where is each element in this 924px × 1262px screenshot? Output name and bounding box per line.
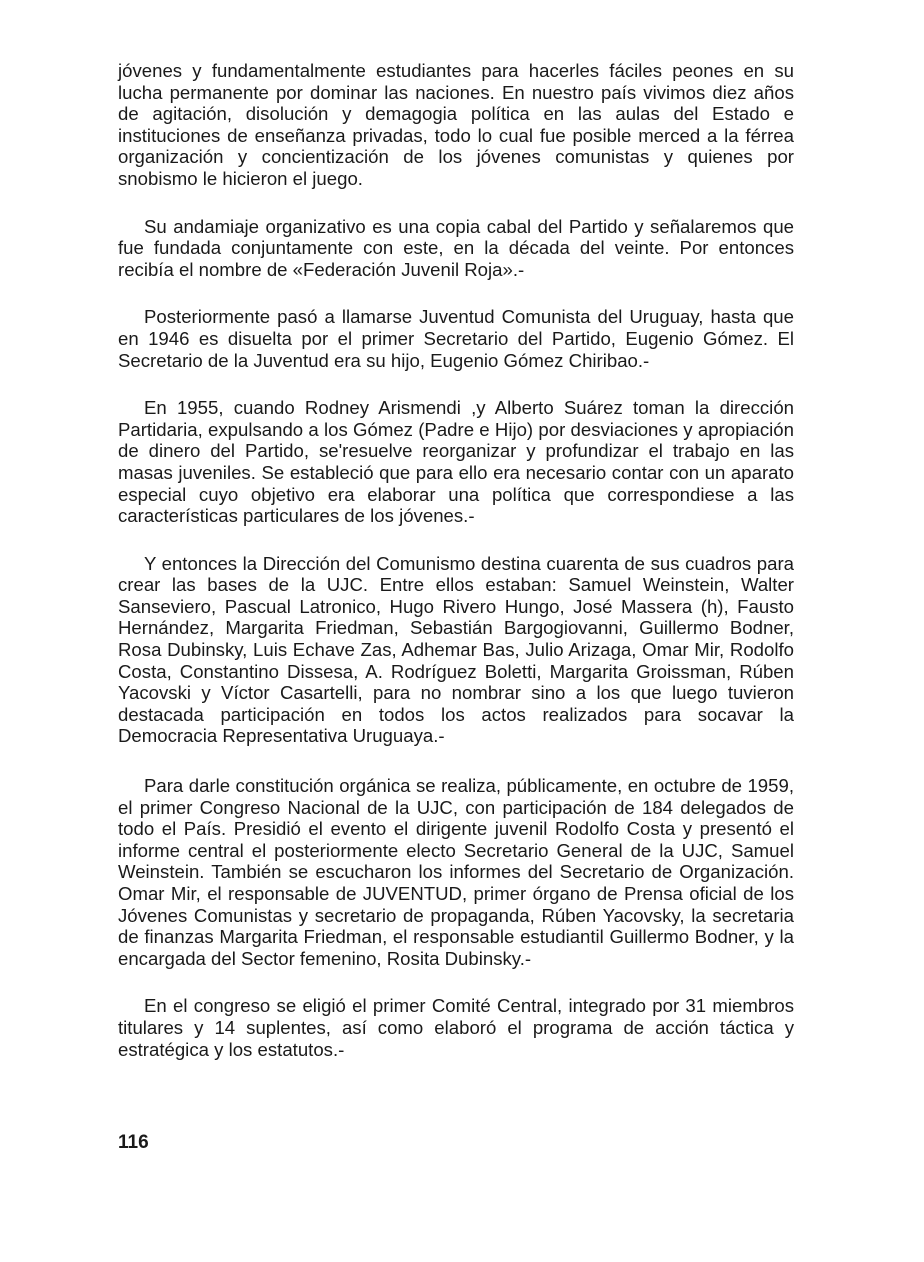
paragraph-5: Y entonces la Dirección del Comunismo destina cuarenta de sus cuadros para crear las bases de la UJC. Entre ellos estaban: Samuel Weinstein, Walter Sanseviero, Pascual Latronico, Hugo Rivero Hungo, José Massera (h), Fausto Hernández, Margarita Friedman, Sebastián Bargogiovanni, Guillermo Bodner, Rosa Dubinsky, Luis Echave Zas, Adhemar Bas, Julio Arizaga, Omar Mir, Rodolfo Costa, Constantino Dissesa, A. Rodríguez Boletti, Margarita Groissman, Rúben Yacovski y Víctor Casartelli, para no nombrar sino a los que luego tuvieron destacada participación en todos los actos realizados para socavar la Democracia Representativa Uruguaya.- [118,552,794,747]
paragraph-2: Su andamiaje organizativo es una copia cabal del Partido y señalaremos que fue fundada conjuntamente con este, en la década del veinte. Por entonces recibía el nombre de «Federación Juvenil Roja».- [118,215,794,280]
page-body [118,60,794,1086]
page-number: 116 [118,1132,149,1153]
paragraph-6: Para darle constitución orgánica se realiza, públicamente, en octubre de 1959, el primer Congreso Nacional de la UJC, con participación de 184 delegados de todo el País. Presidió el evento el dirigente juvenil Rodolfo Costa y presentó el informe central el posteriormente electo Secretario General de la UJC, Samuel Weinstein. También se escucharon los informes del Secretario de Organización. Omar Mir, el responsable de JUVENTUD, primer órgano de Prensa oficial de los Jóvenes Comunistas y secretario de propaganda, Rúben Yacovsky, la secretaria de finanzas Margarita Friedman, el responsable estudiantil Guillermo Bodner, y la encargada del Sector femenino, Rosita Dubinsky.- [118,775,794,969]
paragraph-3: Posteriormente pasó a llamarse Juventud Comunista del Uruguay, hasta que en 1946 es disuelta por el primer Secretario del Partido, Eugenio Gómez. El Secretario de la Juventud era su hijo, Eugenio Gómez Chiribao.- [118,306,794,371]
paragraph-4: En 1955, cuando Rodney Arismendi ,y Alberto Suárez toman la dirección Partidaria, expulsando a los Gómez (Padre e Hijo) por desviaciones y apropiación de dinero del Partido, se'resuelve reorganizar y profundizar el trabajo en las masas juveniles. Se estableció que para ello era necesario contar con un aparato especial cuyo objetivo era elaborar una política que correspondiese a las características particulares de los jóvenes.- [118,397,794,527]
paragraph-1: jóvenes y fundamentalmente estudiantes para hacerles fáciles peones en su lucha permanente por dominar las naciones. En nuestro país vivimos diez años de agitación, disolución y demagogia política en las aulas del Estado e instituciones de enseñanza privadas, todo lo cual fue posible merced a la férrea organización y concientización de los jóvenes comunistas y quienes por snobismo le hicieron el juego. [118,60,794,189]
paragraph-7: En el congreso se eligió el primer Comité Central, integrado por 31 miembros titulares y 14 suplentes, así como elaboró el programa de acción táctica y estratégica y los estatutos.- [118,995,794,1060]
